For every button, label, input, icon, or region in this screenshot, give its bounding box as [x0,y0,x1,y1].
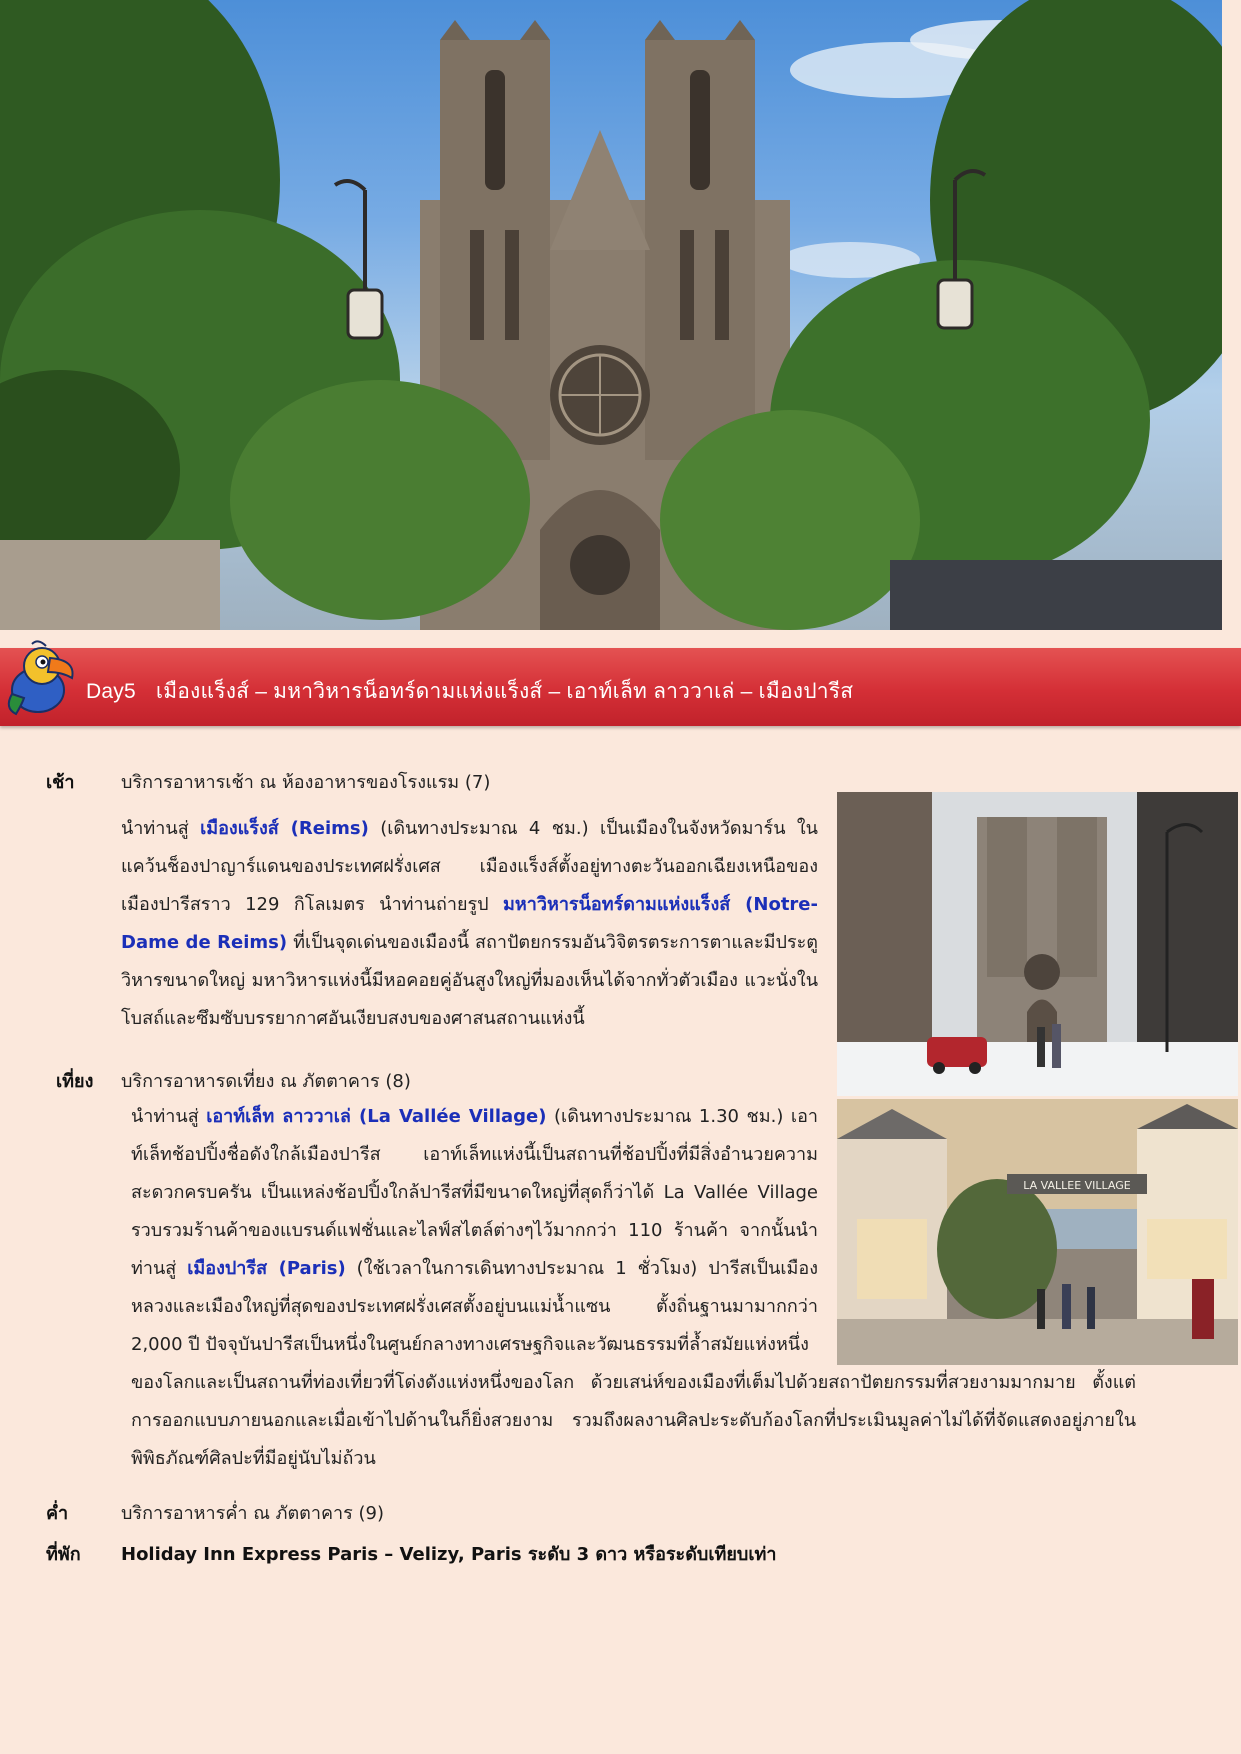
morning-paragraph [121,810,818,1038]
noon-paragraph [131,1098,818,1364]
hotel-label: ที่พัก [46,1544,81,1565]
outlet-link-text: เอาท์เล็ท ลาววาเล่ (La Vallée Village) [206,1106,547,1127]
cathedral-link-text: มหาวิหารน็อทร์ดามแห่งแร็งส์ (Notre-Dame de Reims) [121,894,818,953]
morning-label: เช้า [46,772,75,793]
noon-text-end: (ใช้เวลาในการเดินทางประมาณ 1 ชั่วโมง) ปารีสเป็นเมืองหลวงและเมืองใหญ่ที่สุดของประเทศฝรั่งเศสตั้งอยู่บนแม่น้ำแซน ตั้งถิ่นฐานมามากกว่า 2,000 ปี ปัจจุบันปารีสเป็นหนึ่งในศูนย์กลางทางเศรษฐกิจและวัฒนธรรมที่ล้ำสมัยแห่งหนึ่ง [131,1258,819,1355]
noon-meal: บริการอาหารดเที่ยง ณ ภัตตาคาร (8) [121,1071,411,1092]
morning-text-end: ที่เป็นจุดเด่นของเมืองนี้ สถาปัตยกรรมอันวิจิตรตระการตาและมีประตูวิหารขนาดใหญ่ มหาวิหารแห่งนี้มีหอคอยคู่อันสูงใหญ่ที่มองเห็นได้จากทั่วตัวเมือง แวะนั่งในโบสถ์และซึมซับบรรยากาศอันเงียบสงบของศาสนสถานแห่งนี้ [121,932,818,1029]
evening-label: ค่ำ [46,1503,69,1524]
toucan-mascot-icon [2,638,80,722]
day-banner-title [86,648,853,726]
evening-meal: บริการอาหารค่ำ ณ ภัตตาคาร (9) [121,1503,385,1524]
morning-text-mid: (เดินทางประมาณ 4 ชม.) เป็นเมืองในจังหวัดมาร์น ในแคว้นช็องปาญาร์แดนของประเทศฝรั่งเศส เมืองแร็งส์ตั้งอยู่ทางตะวันออกเฉียงเหนือของเมืองปารีสราว 129 กิโลเมตร นำท่านถ่ายรูป [121,818,818,915]
outlet-sign-text: LA VALLEE VILLAGE [1023,1179,1131,1192]
paris-link-text: เมืองปารีส (Paris) [187,1258,346,1279]
photo-reims-winter-street [837,792,1238,1096]
day-banner [0,648,1241,726]
morning-meal: บริการอาหารเช้า ณ ห้องอาหารของโรงแรม (7) [121,772,491,793]
hero-photo-reims-cathedral [0,0,1222,630]
morning-text-intro: นำท่านสู่ [121,818,201,839]
day-route: เมืองแร็งส์ – มหาวิหารน็อทร์ดามแห่งแร็งส์ – เอาท์เล็ท ลาววาเล่ – เมืองปารีส [155,680,854,703]
reims-link-text: เมืองแร็งส์ (Reims) [200,818,369,839]
hotel-name: Holiday Inn Express Paris – Velizy, Paris ระดับ 3 ดาว หรือระดับเทียบเท่า [121,1544,777,1565]
noon-text-mid: (เดินทางประมาณ 1.30 ชม.) เอาท์เล็ทช้อปปิ้งชื่อดังใกล้เมืองปารีส เอาท์เล็ทแห่งนี้เป็นสถานที่ช้อปปิ้งที่มีสิ่งอำนวยความสะดวกครบครัน เป็นแหล่งช้อปปิ้งใกล้ปารีสที่มีขนาดใหญ่ที่สุดก็ว่าได้ La Vallée Village รวบรวมร้านค้าของแบรนด์แฟชั่นและไลฟ์สไตล์ต่างๆไว้มากกว่า 110 ร้านค้า จากนั้นนำท่านสู่ [131,1106,818,1279]
noon-label: เที่ยง [56,1071,94,1092]
noon-paragraph-continued: ของโลกและเป็นสถานที่ท่องเที่ยวที่โด่งดังแห่งหนึ่งของโลก ด้วยเสน่ห์ของเมืองที่เต็มไปด้วยสถาปัตยกรรมที่สวยงามมากมาย ตั้งแต่การออกแบบภายนอกและเมื่อเข้าไปด้านในก็ยิ่งสวยงาม รวมถึงผลงานศิลปะระดับก้องโลกที่ประเมินมูลค่าไม่ได้ที่จัดแสดงอยู่ภายในพิพิธภัณฑ์ศิลปะที่มีอยู่นับไม่ถ้วน [131,1372,1136,1469]
noon-text-intro: นำท่านสู่ [131,1106,207,1127]
photo-la-vallee-village [837,1099,1238,1365]
day-number: Day5 [86,680,136,703]
